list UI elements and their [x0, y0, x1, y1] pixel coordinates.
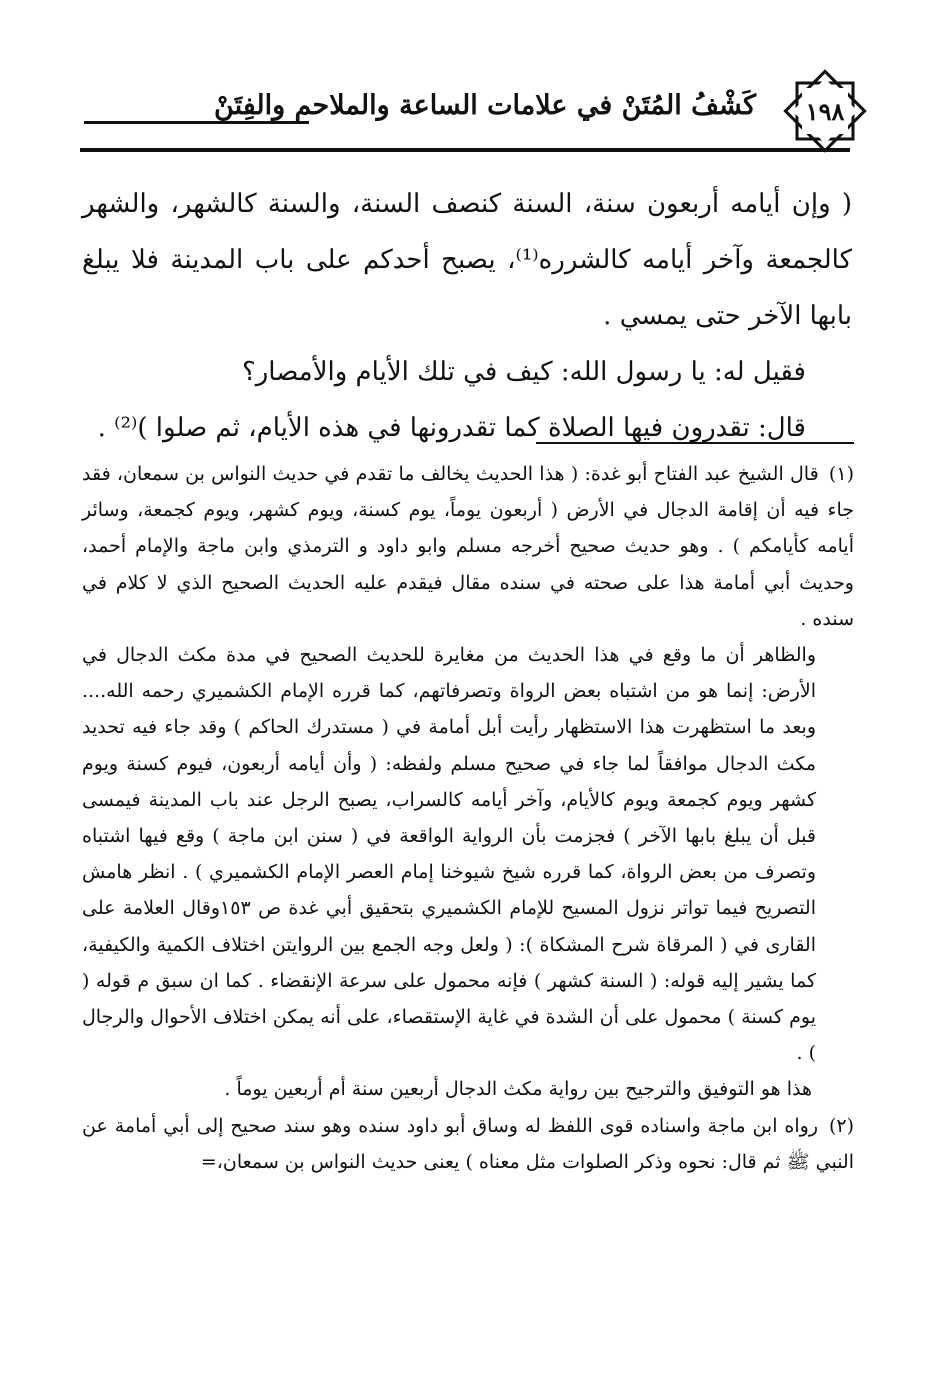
page-header [80, 68, 860, 158]
page-number-badge [782, 68, 868, 154]
title-dash-rule [84, 121, 309, 124]
main-paragraph: ( وإن أيامه أربعون سنة، السنة كنصف السنة، والسنة كالشهر، والشهر كالجمعة وآخر أيامه كالشرره⁽¹⁾، يصبح أحدكم على باب المدينة فلا يبلغ بابها الآخر حتى يمسي . [82, 189, 852, 331]
footnote-2 [82, 1108, 854, 1180]
main-paragraph: فقيل له: يا رسول الله: كيف في تلك الأيام والأمصار؟ [241, 357, 806, 387]
footnote-1-mark: (١) [828, 463, 854, 485]
footnote-1-paragraph: والظاهر أن ما وقع في هذا الحديث من مغايرة للحديث الصحيح في مدة مكث الدجال في الأرض: إنما هو من اشتباه بعض الرواة وتصرفاتهم، كما قرره الإمام الكشميري رحمه الله.... وبعد ما استظهرت هذا الاستظهار رأيت أبل أمامة في ( مستدرك الحاكم ) وقد جاء فيه تحديد مكث الدجال موافقاً لما جاء في صحيح مسلم ولفظه: ( وأن أيامه أربعون، فيوم كسنة ويوم كشهر ويوم كجمعة ويوم كالأيام، وآخر أيامه كالسراب، يصبح الرجل عند باب المدينة فيمسى قبل أن يبلغ بابها الآخر ) فجزمت بأن الرواية الواقعة في ( سنن ابن ماجة ) وقع فيها اشتباه وتصرف من بعض الرواة، كما قرره شيخ شيوخنا إمام العصر الإمام الكشميري ) . انظر هامش التصريح فيما تواتر نزول المسيح للإمام الكشميري بتحقيق أبي غدة ص ١٥٣وقال العلامة على القارى في ( المرقاة شرح المشكاة ): ( ولعل وجه الجمع بين الروايتن اختلاف الكمية والكيفية، كما يشير إليه قوله: ( السنة كشهر ) فإنه محمول على سرعة الإنقضاء . كما ان سبق م قوله ( يوم كسنة ) محمول على أن الشدة في غاية الإستقصاء، على أنه يمكن اختلاف الأحوال والرجال ) . [82, 644, 816, 1065]
footnote-1-text: قال الشيخ عبد الفتاح أبو غدة: ( هذا الحديث يخالف ما تقدم في حديث النواس بن سمعان، فقد جاء فيه أن إقامة الدجال في الأرض ( أربعون يوماً، يوم كسنة، ويوم كشهر، ويوم كجمعة، وسائر أيامه كأيامكم ) . وهو حديث صحيح أخرجه مسلم وابو داود و الترمذي وابن ماجة والإمام أحمد، وحديث أبي أمامة هذا على صحته في سنده مقال فيقدم عليه الحديث الصحيح الذي لا كلام في سنده . [82, 463, 854, 630]
footnote-2-text: رواه ابن ماجة واسناده قوى اللفظ له وساق أبو داود سنده وهو سند صحيح إلى أبي أمامة عن النبي ﷺ ثم قال: نحوه وذكر الصلوات مثل معناه ) يعنى حديث النواس بن سمعان،= [82, 1114, 854, 1173]
footnote-1 [82, 456, 854, 637]
footnotes [82, 456, 854, 1180]
main-text [82, 176, 852, 456]
footnote-2-mark: (٢) [828, 1114, 854, 1137]
book-title: كَشْفُ المُتَنْ في علامات الساعة والملاحم والفِتَنْ [214, 90, 756, 121]
main-paragraph: قال: تقدرون فيها الصلاة كما تقدرونها في هذه الأيام، ثم صلوا )⁽²⁾ . [97, 413, 806, 443]
footnote-separator [536, 442, 854, 444]
footnote-1-conclusion: هذا هو التوفيق والترجيح بين رواية مكث الدجال أربعين سنة أم أربعين يوماً . [224, 1078, 812, 1101]
page-number: ١٩٨ [805, 96, 845, 126]
header-rule [80, 148, 850, 152]
